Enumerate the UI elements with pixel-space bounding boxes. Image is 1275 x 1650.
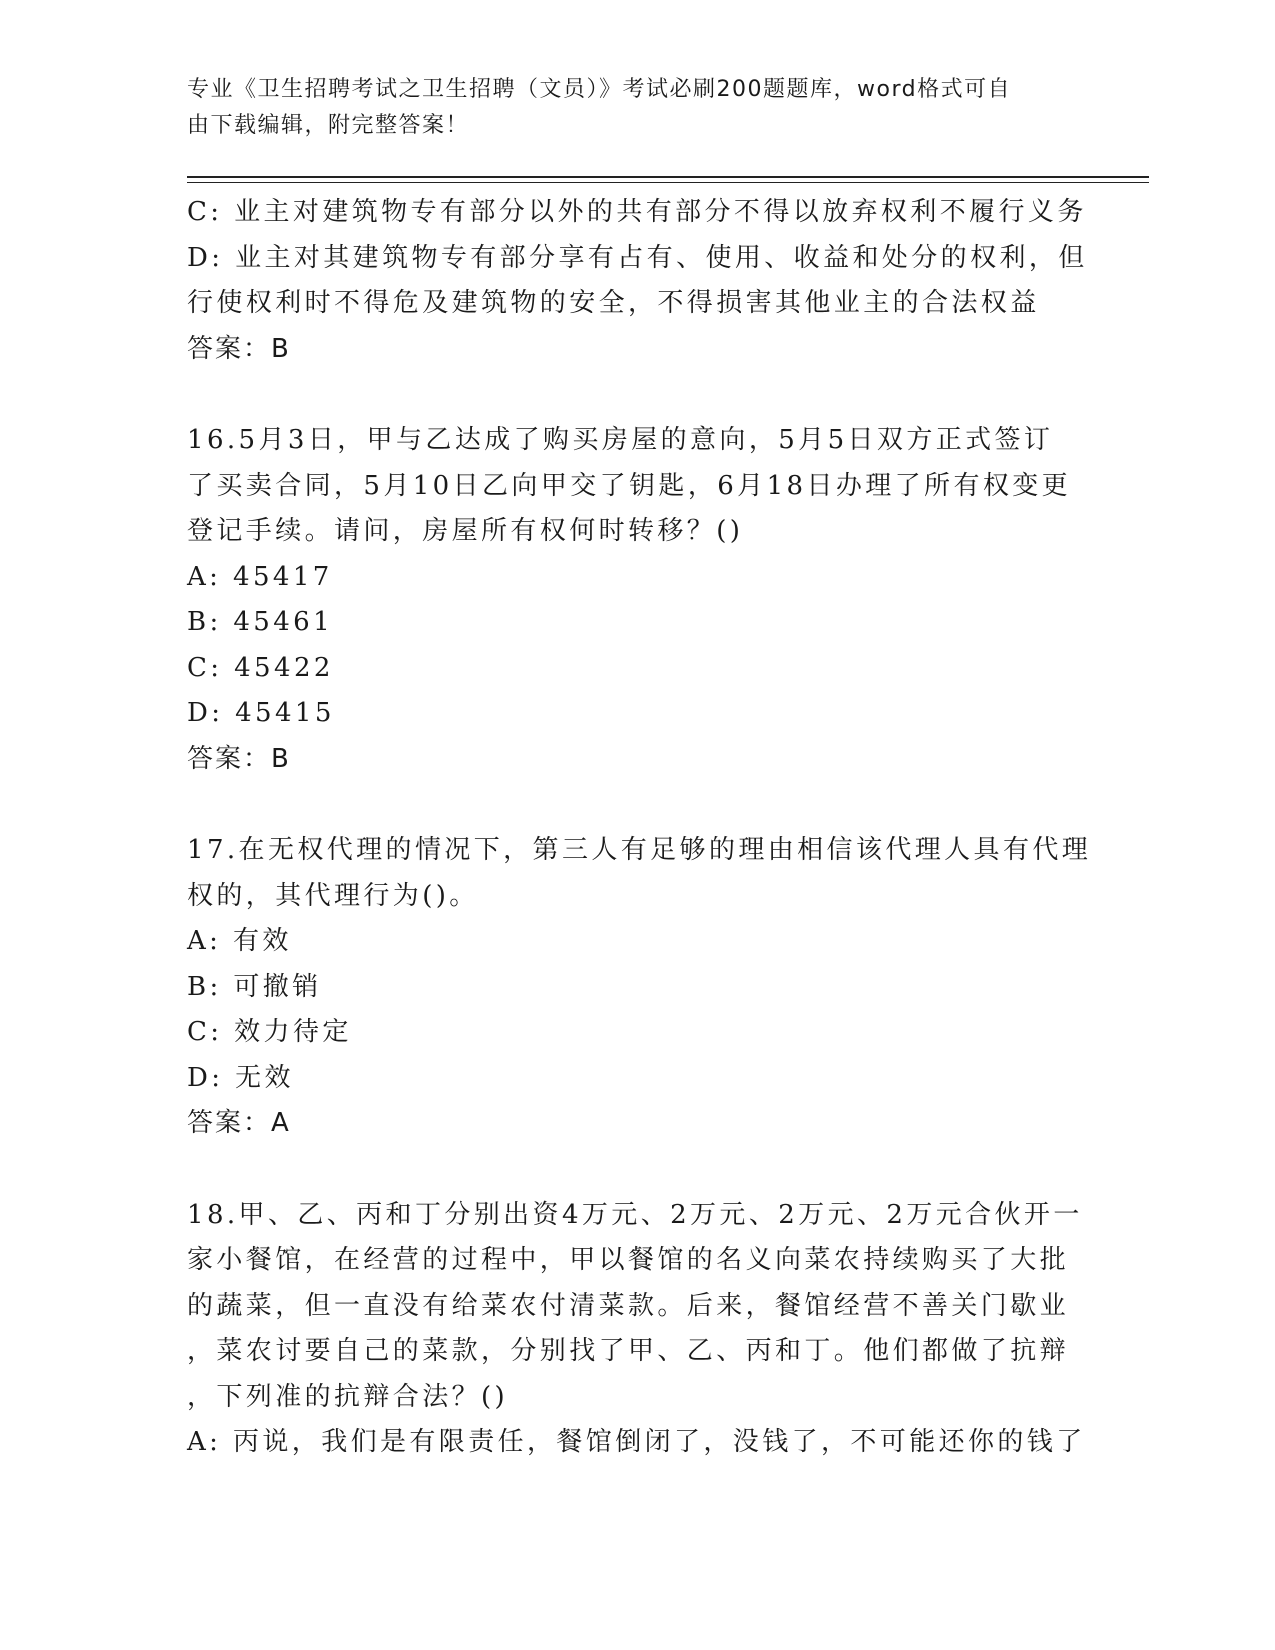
question-18	[187, 1193, 1087, 1466]
option-d: D: 无效	[187, 1062, 294, 1093]
option-a: A: 丙说，我们是有限责任，餐馆倒闭了，没钱了，不可能还你的钱了	[187, 1427, 1086, 1457]
header-divider-bottom	[187, 182, 1149, 183]
option-a: A: 有效	[187, 926, 292, 956]
option-b: B: 45461	[187, 607, 334, 637]
question-stem: 18.甲、乙、丙和丁分别出资4万元、2万元、2万元、2万元合伙开一	[187, 1199, 1083, 1230]
question-16	[187, 418, 1087, 782]
question-stem: 了买卖合同，5月10日乙向甲交了钥匙，6月18日办理了所有权变更	[187, 470, 1072, 501]
document-body	[187, 190, 1092, 1466]
question-15-tail	[187, 190, 1087, 372]
header-line-2: 由下载编辑，附完整答案！	[187, 113, 470, 138]
question-stem: 家小餐馆，在经营的过程中，甲以餐馆的名义向菜农持续购买了大批	[187, 1245, 1070, 1275]
answer: 答案：A	[187, 1108, 291, 1138]
option-d: D: 业主对其建筑物专有部分享有占有、使用、收益和处分的权利，但	[187, 242, 1088, 273]
question-stem: 16.5月3日，甲与乙达成了购买房屋的意向，5月5日双方正式签订	[187, 425, 1054, 455]
question-stem: 权的，其代理行为()。	[187, 880, 479, 911]
header-line-1: 专业《卫生招聘考试之卫生招聘（文员）》考试必刷200题题库，word格式可自	[187, 77, 1012, 102]
question-stem: 登记手续。请问，房屋所有权何时转移？()	[187, 516, 744, 546]
answer: 答案：B	[187, 333, 291, 364]
header-divider-top	[187, 176, 1149, 178]
question-stem: 17.在无权代理的情况下，第三人有足够的理由相信该代理人具有代理	[187, 835, 1092, 865]
question-stem: ，下列准的抗辩合法？()	[187, 1381, 509, 1412]
option-a: A: 45417	[187, 561, 333, 592]
document-header	[187, 72, 1057, 144]
question-stem: 的蔬菜，但一直没有给菜农付清菜款。后来，餐馆经营不善关门歇业	[187, 1290, 1070, 1321]
option-c: C: 45422	[187, 652, 334, 683]
option-d: D: 45415	[187, 698, 335, 728]
option-b: B: 可撤销	[187, 971, 322, 1002]
question-stem: ，菜农讨要自己的菜款，分别找了甲、乙、丙和丁。他们都做了抗辩	[187, 1336, 1070, 1366]
option-d-continued: 行使权利时不得危及建筑物的安全，不得损害其他业主的合法权益	[187, 288, 1040, 318]
question-17	[187, 828, 1092, 1147]
answer: 答案：B	[187, 743, 291, 774]
option-c: C: 业主对建筑物专有部分以外的共有部分不得以放弃权利不履行义务	[187, 197, 1087, 227]
option-c: C: 效力待定	[187, 1017, 352, 1047]
